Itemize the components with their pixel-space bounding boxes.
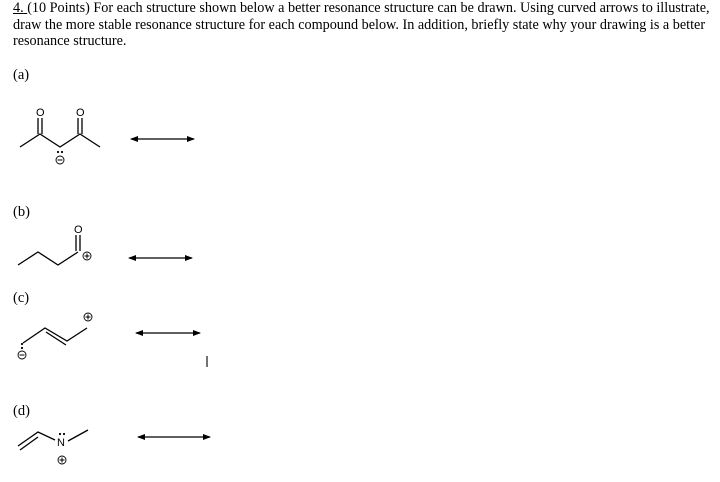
question-body: (10 Points) For each structure shown below a better resonance structure can be drawn. Using curved arrows to illustrate, draw the more stable resonance structure for each compound below. In addition, briefly state why your drawing is a better resonance structure. (13, 0, 710, 49)
part-c-negative-charge-icon (18, 351, 26, 359)
part-a-oxygen-2: O (76, 107, 85, 119)
structure-a (20, 118, 100, 147)
part-a-negative-charge-icon (56, 156, 64, 164)
part-d-label: (d) (13, 403, 30, 419)
question-number: 4. (13, 0, 24, 16)
structure-c (23, 328, 87, 345)
part-c-lone-pair (21, 343, 23, 349)
part-c-positive-charge-icon (84, 313, 92, 321)
part-d-positive-charge-icon (58, 456, 66, 464)
structure-d (18, 430, 88, 450)
part-a-label: (a) (13, 67, 30, 83)
structure-b (18, 235, 80, 265)
part-b-label: (b) (13, 204, 30, 220)
part-c-label: (c) (13, 290, 30, 306)
part-b-positive-charge-icon (83, 252, 91, 260)
part-b-oxygen: O (74, 224, 83, 236)
part-d-nitrogen: N (57, 437, 65, 449)
part-d-lone-pair (59, 433, 65, 435)
part-a-lone-pair (57, 151, 63, 153)
part-a-oxygen-1: O (36, 107, 45, 119)
